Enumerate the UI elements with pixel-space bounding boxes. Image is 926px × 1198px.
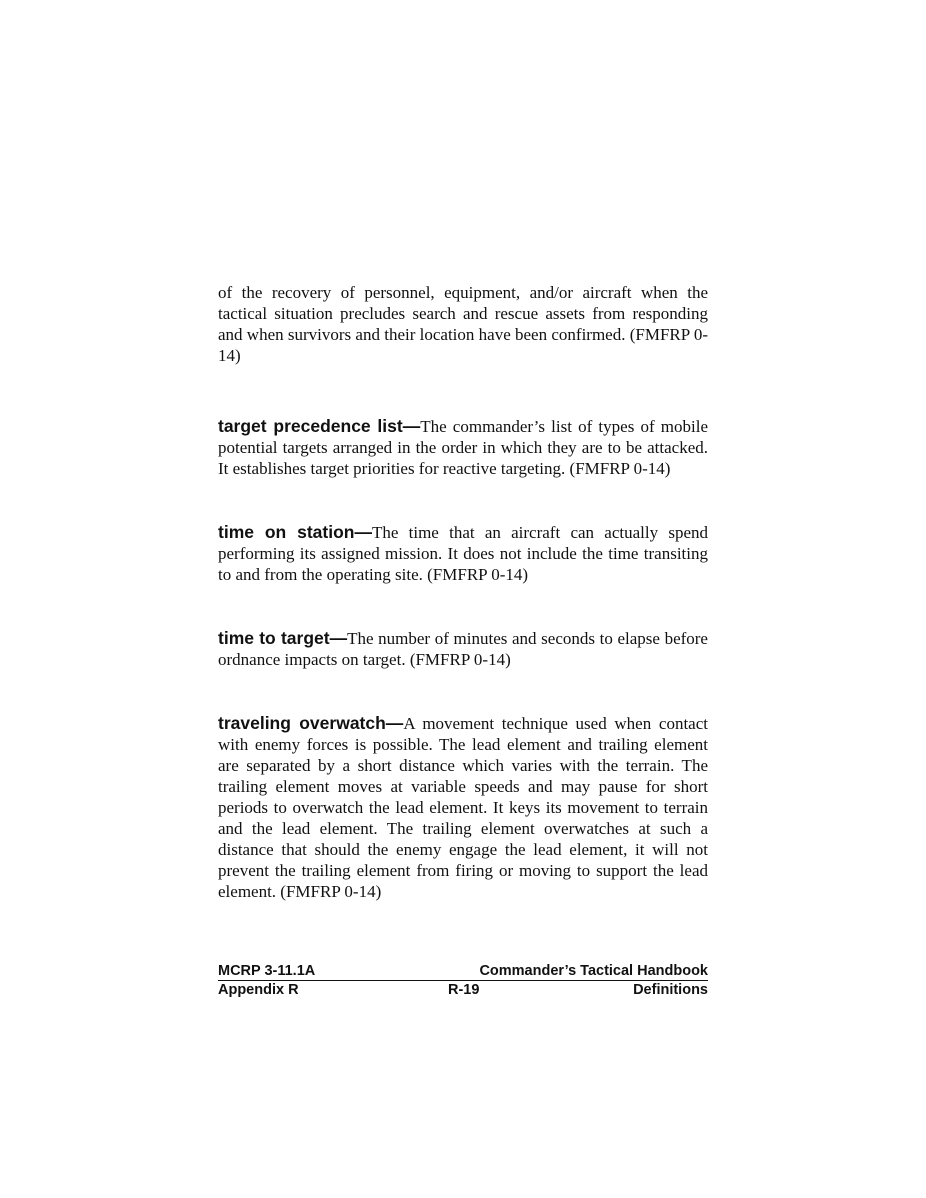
- appendix-label: Appendix R: [218, 982, 299, 998]
- spacer: [218, 585, 708, 628]
- continuation-paragraph: of the recovery of personnel, equipment, and/or aircraft when the tactical situation precludes search and rescue assets from responding and when survivors and their location have been confirmed. (FMFRP 0-14): [218, 283, 708, 365]
- definition-text: The number of minutes and seconds to elapse before ordnance impacts on target. (FMFRP 0-14): [218, 629, 708, 669]
- spacer: [218, 366, 708, 416]
- section-label: Definitions: [633, 982, 708, 998]
- spacer: [218, 670, 708, 713]
- term-heading: traveling overwatch—: [218, 713, 404, 733]
- page-footer: [218, 962, 708, 999]
- term-heading: target precedence list—: [218, 416, 421, 436]
- term-heading: time to target—: [218, 628, 348, 648]
- publication-number: MCRP 3-11.1A: [218, 963, 316, 979]
- definition-entry: [218, 416, 708, 479]
- page-number: R-19: [448, 982, 480, 998]
- handbook-title: Commander’s Tactical Handbook: [479, 963, 708, 979]
- definition-text: A movement technique used when contact with enemy forces is possible. The lead element and trailing element are separated by a short distance which varies with the terrain. The trailing element moves at variable speeds and may pause for short periods to overwatch the lead element. It keys its movement to terrain and the lead element. The trailing element overwatches at such a distance that should the enemy engage the lead element, it will not prevent the trailing element from firing or moving to support the lead element. (FMFRP 0-14): [218, 714, 708, 901]
- footer-top-row: [218, 962, 708, 981]
- spacer: [218, 479, 708, 522]
- definition-entry: [218, 713, 708, 902]
- footer-bottom-row: [218, 981, 708, 999]
- definition-entry: [218, 628, 708, 670]
- definition-text: The commander’s list of types of mobile potential targets arranged in the order in which they are to be attacked. It establishes target priorities for reactive targeting. (FMFRP 0-14): [218, 417, 708, 478]
- page-body: [218, 282, 708, 902]
- definition-entry: [218, 522, 708, 585]
- definition-text: The time that an aircraft can actually spend performing its assigned mission. It does not include the time transiting to and from the operating site. (FMFRP 0-14): [218, 523, 708, 584]
- term-heading: time on station—: [218, 522, 372, 542]
